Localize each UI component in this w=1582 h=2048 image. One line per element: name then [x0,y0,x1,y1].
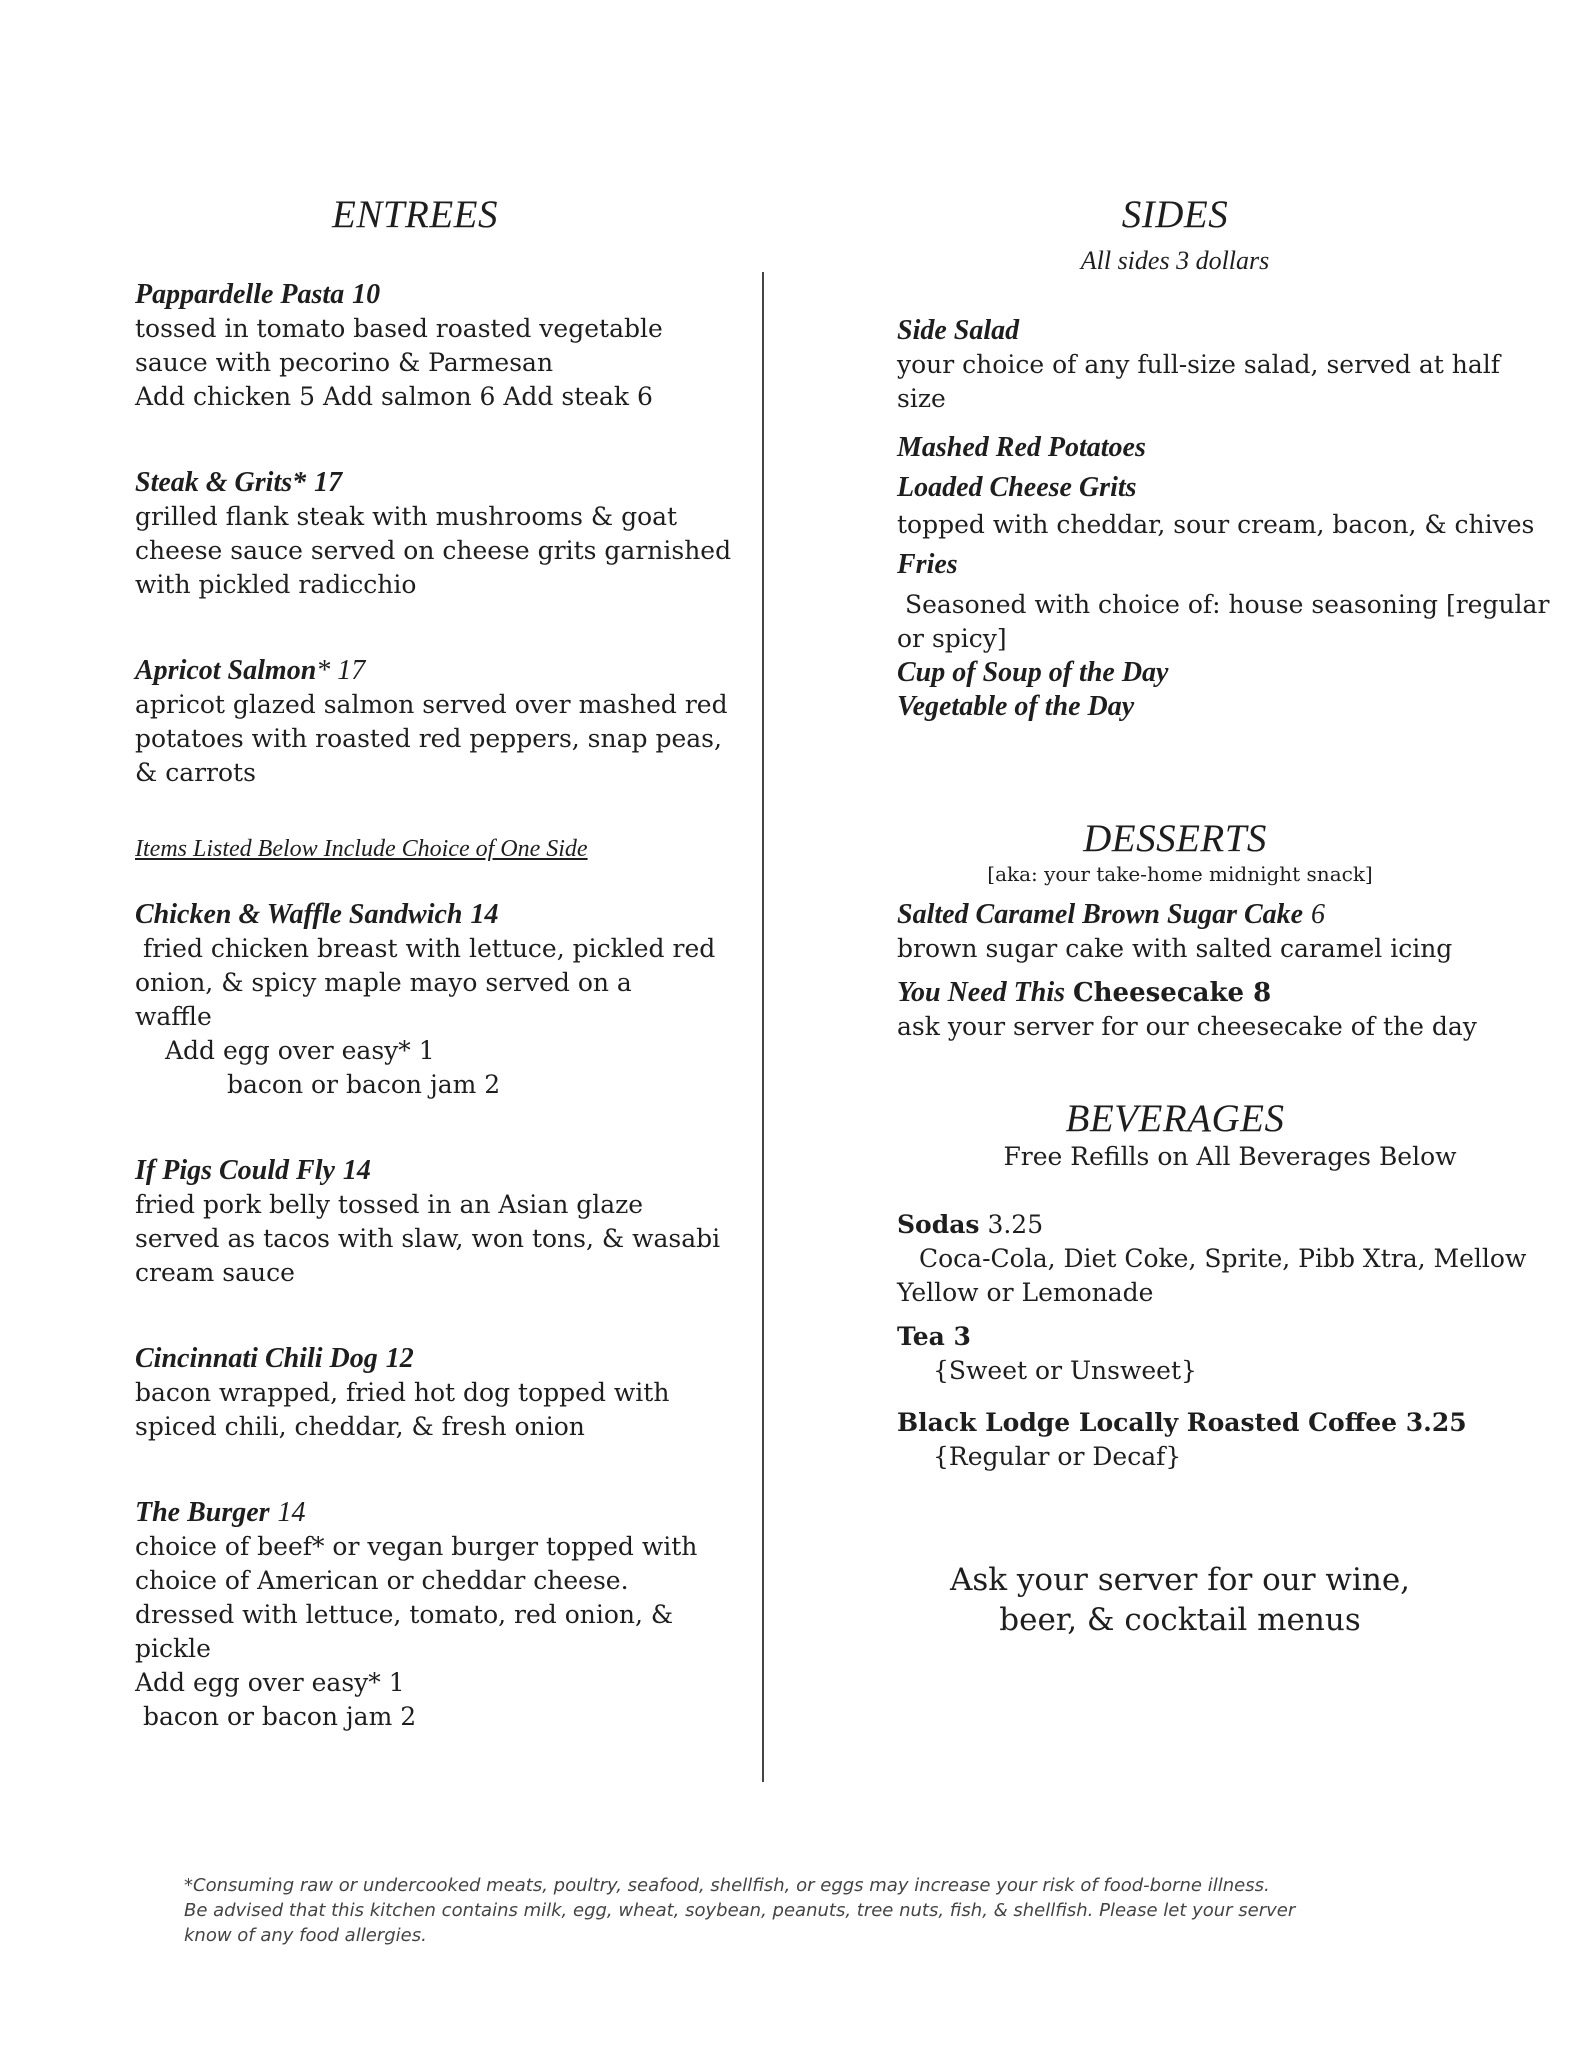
footnote-line-2: Be advised that this kitchen contains milk, egg, wheat, soybean, peanuts, tree nuts, fish, & shellfish. Please let your server [184,1900,1296,1921]
sodas-price: 3.25 [987,1210,1044,1239]
chicken-price: 14 [470,899,499,930]
side-salad-name: Side Salad [897,315,1020,346]
sides-heading: SIDES [1121,193,1229,236]
cake-desc: brown sugar cake with salted caramel icing [897,934,1453,963]
chicken-add-egg: Add egg over easy* 1 [165,1036,435,1065]
pigs-desc-3: cream sauce [135,1258,295,1287]
pasta-desc-1: tossed in tomato based roasted vegetable [135,314,663,343]
salmon-desc-3: & carrots [135,758,256,787]
cake-price: 6 [1311,899,1326,930]
desserts-subtitle: [aka: your take-home midnight snack] [987,862,1373,886]
burger-name: The Burger [135,1497,270,1528]
closing-line-2: beer, & cocktail menus [999,1602,1361,1638]
veg-name: Vegetable of the Day [897,691,1135,722]
burger-price: 14 [277,1497,306,1528]
cheesecake-desc: ask your server for our cheesecake of the day [897,1012,1477,1041]
pasta-desc-3: Add chicken 5 Add salmon 6 Add steak 6 [135,382,653,411]
side-salad-desc: your choice of any full-size salad, served at half size [897,350,1501,413]
burger-desc-1: choice of beef* or vegan burger topped with [135,1532,698,1561]
burger-add-egg: Add egg over easy* 1 [135,1668,405,1697]
steak-desc-1: grilled flank steak with mushrooms & goat [135,502,678,531]
grits-desc: topped with cheddar, sour cream, bacon, & chives [897,510,1535,539]
footnote-line-1: *Consuming raw or undercooked meats, poultry, seafood, shellfish, or eggs may increase your risk of food-borne illness. [184,1875,1270,1896]
pasta-desc-2: sauce with pecorino & Parmesan [135,348,554,377]
salmon-desc-2: potatoes with roasted red peppers, snap peas, [135,724,722,753]
chicken-desc-2: onion, & spicy maple mayo served on a [135,968,632,997]
burger-add-bacon: bacon or bacon jam 2 [135,1702,417,1731]
chili-desc-2: spiced chili, cheddar, & fresh onion [135,1412,585,1441]
closing-line-1: Ask your server for our wine, [949,1562,1411,1598]
beverages-heading: BEVERAGES [1065,1097,1285,1140]
entrees-heading: ENTREES [332,193,498,236]
chili-desc-1: bacon wrapped, fried hot dog topped with [135,1378,670,1407]
sides-column [897,314,1550,724]
salmon-price: * 17 [316,655,366,686]
coffee-desc: {Regular or Decaf} [933,1442,1182,1471]
salmon-desc-1: apricot glazed salmon served over mashed red [135,690,728,719]
fries-desc-1: Seasoned with choice of: house seasoning [regular [897,590,1550,619]
steak-desc-2: cheese sauce served on cheese grits garnished [135,536,732,565]
chili-name: Cincinnati Chili Dog [135,1343,378,1374]
sodas-line-1: Coca-Cola, Diet Coke, Sprite, Pibb Xtra, Mellow [919,1244,1527,1273]
pigs-name: If Pigs Could Fly [135,1155,335,1186]
soup-name: Cup of Soup of the Day [897,657,1169,688]
steak-price: 17 [314,467,343,498]
grits-name: Loaded Cheese Grits [897,472,1137,503]
salmon-name: Apricot Salmon [135,655,317,686]
cake-name: Salted Caramel Brown Sugar Cake [897,899,1304,930]
sides-subtitle: All sides 3 dollars [1080,246,1270,275]
steak-name: Steak & Grits* [135,467,307,498]
coffee-name: Black Lodge Locally Roasted Coffee 3.25 [897,1408,1467,1437]
allergy-footnote [184,1873,1414,1948]
cheesecake-name-rest: Cheesecake 8 [1072,978,1272,1008]
beverages-column [897,1208,1537,1474]
mashed-name: Mashed Red Potatoes [897,432,1146,463]
chili-price: 12 [385,1343,414,1374]
steak-desc-3: with pickled radicchio [135,570,417,599]
pigs-desc-1: fried pork belly tossed in an Asian glaze [135,1190,644,1219]
beverages-subtitle: Free Refills on All Beverages Below [1003,1142,1457,1171]
chicken-name: Chicken & Waffle Sandwich [135,899,463,930]
sodas-name: Sodas [897,1210,980,1239]
footnote-line-3: know of any food allergies. [184,1925,427,1946]
chicken-add-bacon: bacon or bacon jam 2 [227,1070,501,1099]
chicken-desc-3: waffle [135,1002,212,1031]
cheesecake-name-italic: You Need This [897,977,1065,1008]
desserts-column [897,898,1537,1044]
closing-note [900,1560,1460,1640]
pasta-name: Pappardelle Pasta [135,279,345,310]
pigs-price: 14 [342,1155,371,1186]
sodas-line-2: Yellow or Lemonade [897,1278,1154,1307]
pasta-price: 10 [352,279,381,310]
entrees-column [135,278,735,1734]
fries-name: Fries [897,549,958,580]
desserts-heading: DESSERTS [1083,817,1267,860]
fries-desc-2: or spicy] [897,624,1007,653]
tea-desc: {Sweet or Unsweet} [933,1356,1197,1385]
burger-desc-2: choice of American or cheddar cheese. [135,1566,629,1595]
burger-desc-4: pickle [135,1634,211,1663]
burger-desc-3: dressed with lettuce, tomato, red onion, & [135,1600,674,1629]
tea-name: Tea 3 [897,1322,971,1351]
pigs-desc-2: served as tacos with slaw, won tons, & wasabi [135,1224,721,1253]
side-note: Items Listed Below Include Choice of One Side [135,836,588,862]
chicken-desc-1: fried chicken breast with lettuce, pickled red [135,934,716,963]
column-divider [762,272,764,1782]
